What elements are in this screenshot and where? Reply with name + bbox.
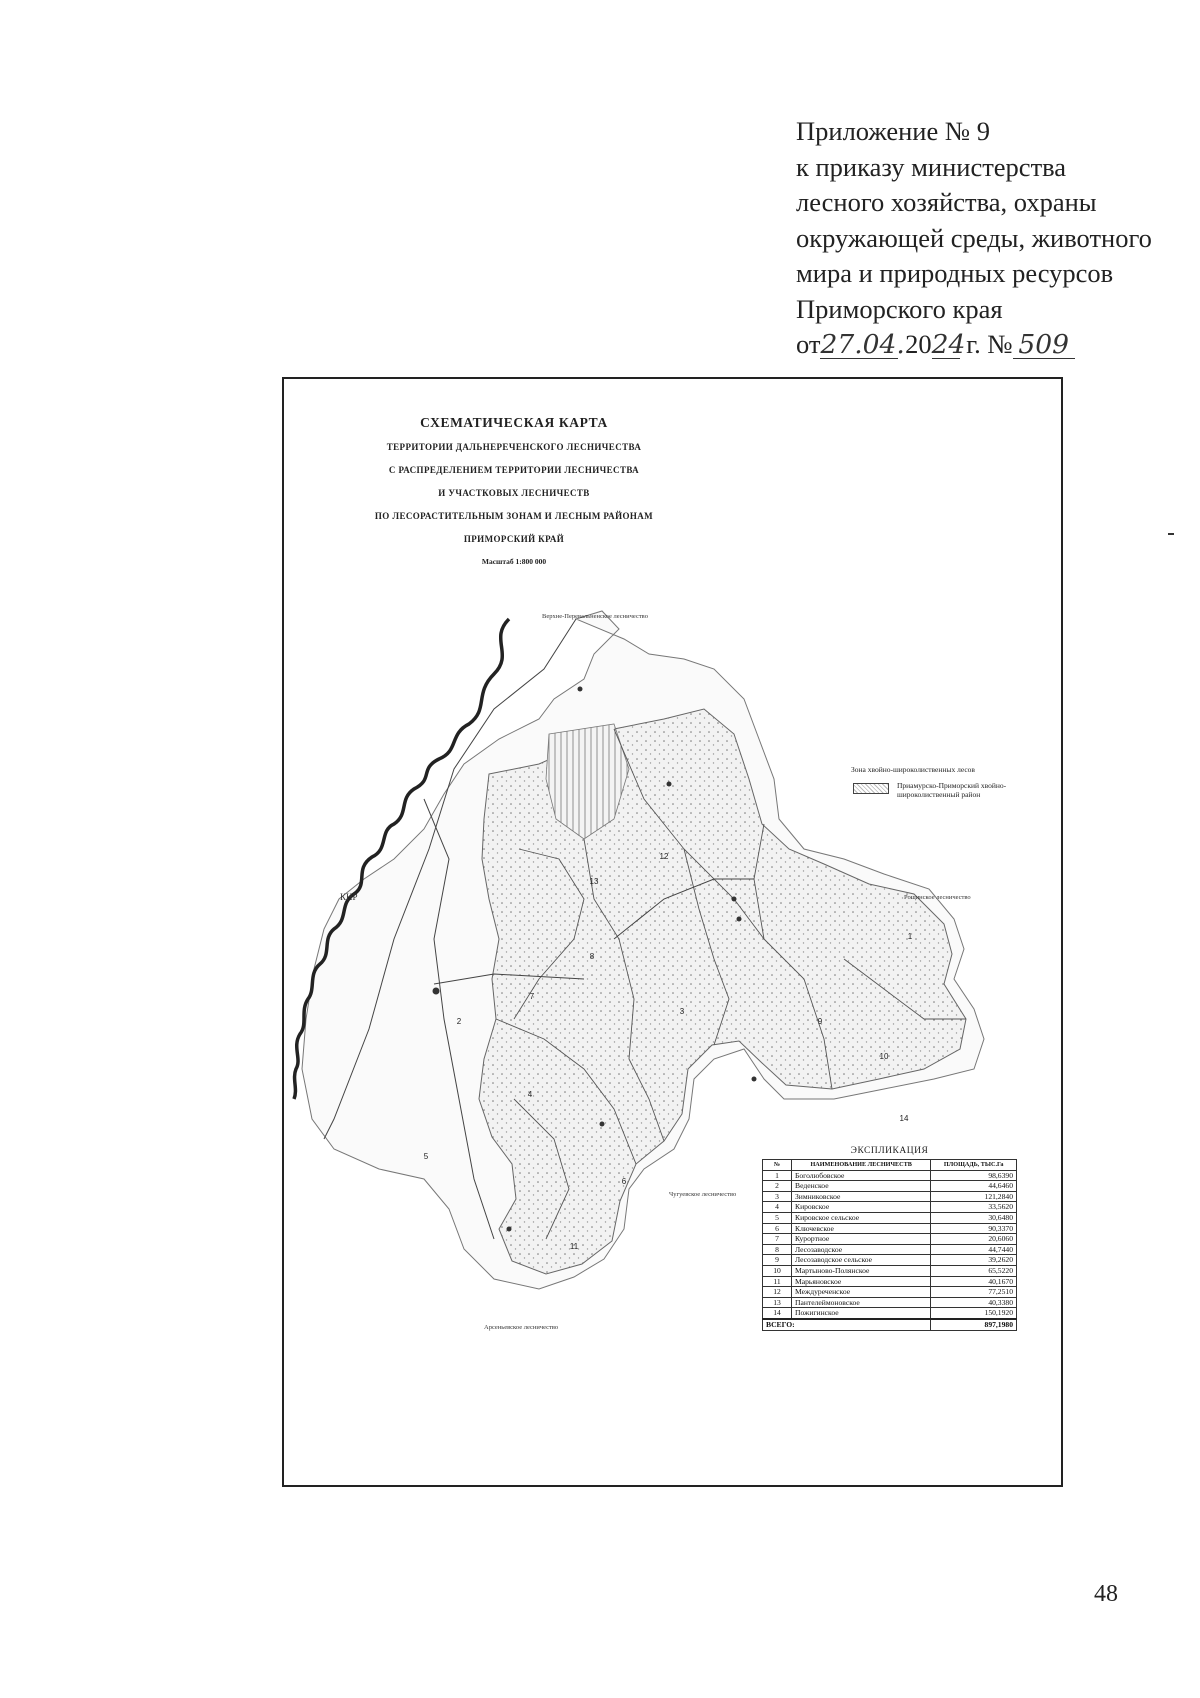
region-number-10: 10 [879, 1052, 889, 1061]
table-row [763, 1223, 1017, 1234]
region-number-4: 4 [527, 1090, 533, 1099]
row-number: 9 [763, 1255, 792, 1266]
table-row [763, 1287, 1017, 1298]
row-number: 1 [763, 1170, 792, 1181]
settlement-marker [752, 1077, 757, 1082]
appendix-line-6: Приморского края [796, 293, 1003, 324]
appendix-line-4: окружающей среды, животного [796, 222, 1152, 253]
row-area: 40,1670 [931, 1276, 1017, 1287]
legend-row [851, 781, 1051, 799]
row-name: Ключевское [792, 1223, 931, 1234]
map-legend [851, 765, 1051, 799]
col-name: НАИМЕНОВАНИЕ ЛЕСНИЧЕСТВ [792, 1160, 931, 1171]
margin-dash [1168, 533, 1174, 535]
legend-zone: Зона хвойно-широколиственных лесов [851, 765, 975, 774]
region-number-14: 14 [899, 1114, 909, 1123]
settlement-marker [578, 687, 583, 692]
map-title-line: С РАСПРЕДЕЛЕНИЕМ ТЕРРИТОРИИ ЛЕСНИЧЕСТВА [388, 465, 640, 475]
neighbor-label-south-east: Чугуевское лесничество [669, 1191, 737, 1198]
table-row [763, 1212, 1017, 1223]
table-row [763, 1265, 1017, 1276]
page-number: 48 [1094, 1581, 1118, 1607]
row-number: 10 [763, 1265, 792, 1276]
col-area: ПЛОЩАДЬ, ТЫС.Га [931, 1160, 1017, 1171]
row-number: 13 [763, 1297, 792, 1308]
row-area: 98,6390 [931, 1170, 1017, 1181]
table-row [763, 1297, 1017, 1308]
row-area: 44,6460 [931, 1181, 1017, 1192]
table-row [763, 1234, 1017, 1245]
explication-table-block [762, 1146, 1017, 1331]
number-label: № [987, 329, 1013, 359]
region-number-12: 12 [659, 852, 669, 861]
row-area: 77,2510 [931, 1287, 1017, 1298]
row-name: Междуреченское [792, 1287, 931, 1298]
settlement-marker [600, 1122, 605, 1127]
row-name: Лесозаводское сельское [792, 1255, 931, 1266]
legend-swatch [853, 783, 889, 794]
appendix-line-3: лесного хозяйства, охраны [796, 187, 1097, 217]
settlement-marker [507, 1227, 512, 1232]
table-row [763, 1255, 1017, 1266]
legend-district: Приамурско-Приморский хвойно-широколиственный район [897, 781, 1007, 799]
row-name: Лесозаводское [792, 1244, 931, 1255]
table-row [763, 1244, 1017, 1255]
map-title-line: ПРИМОРСКИЙ КРАЙ [463, 534, 565, 544]
region-number-9: 9 [817, 1017, 823, 1026]
row-name: Боголюбовское [792, 1170, 931, 1181]
row-number: 2 [763, 1181, 792, 1192]
settlement-marker [433, 988, 440, 995]
appendix-date-line [796, 327, 1156, 363]
region-number-3: 3 [679, 1007, 685, 1016]
row-number: 5 [763, 1212, 792, 1223]
region-number-5: 5 [423, 1152, 429, 1161]
region-number-8: 8 [589, 952, 595, 961]
row-name: Веденское [792, 1181, 931, 1192]
region-number-2: 2 [456, 1017, 462, 1026]
region-number-13: 13 [589, 877, 599, 886]
appendix-line-2: к приказу министерства [796, 151, 1067, 182]
appendix-block [796, 114, 1156, 363]
total-value: 897,1980 [931, 1319, 1017, 1330]
row-name: Пантелеймоновское [792, 1297, 931, 1308]
row-area: 121,2840 [931, 1191, 1017, 1202]
map-title [284, 415, 744, 566]
row-name: Мартыново-Полянское [792, 1265, 931, 1276]
map-title-line: ТЕРРИТОРИИ ДАЛЬНЕРЕЧЕНСКОГО ЛЕСНИЧЕСТВА [386, 442, 642, 452]
table-row [763, 1308, 1017, 1319]
row-area: 150,1920 [931, 1308, 1017, 1319]
row-area: 40,3380 [931, 1297, 1017, 1308]
row-area: 30,6480 [931, 1212, 1017, 1223]
map-title-line: СХЕМАТИЧЕСКАЯ КАРТА [420, 415, 608, 430]
row-area: 90,3370 [931, 1223, 1017, 1234]
map-frame [282, 377, 1063, 1487]
row-number: 4 [763, 1202, 792, 1213]
row-name: Пожигинское [792, 1308, 931, 1319]
row-name: Кировское [792, 1202, 931, 1213]
table-row [763, 1181, 1017, 1192]
map-title-line: И УЧАСТКОВЫХ ЛЕСНИЧЕСТВ [438, 488, 590, 498]
handwritten-number: 509 [1013, 332, 1075, 359]
row-number: 11 [763, 1276, 792, 1287]
neighbor-label-east: Рощинское лесничество [904, 894, 971, 901]
row-number: 8 [763, 1244, 792, 1255]
map-title-line: ПО ЛЕСОРАСТИТЕЛЬНЫМ ЗОНАМ И ЛЕСНЫМ РАЙОНАМ [374, 511, 654, 521]
year-unit: г. [966, 329, 981, 359]
neighbor-label-north: Верхне-Перевальненское лесничество [542, 613, 648, 620]
row-number: 7 [763, 1234, 792, 1245]
row-area: 39,2620 [931, 1255, 1017, 1266]
country-label: КНР [340, 892, 358, 902]
handwritten-year: 24 [931, 329, 966, 360]
row-number: 14 [763, 1308, 792, 1319]
row-name: Зимниковское [792, 1191, 931, 1202]
row-area: 33,5620 [931, 1202, 1017, 1213]
col-number: № [763, 1160, 792, 1171]
total-label: ВСЕГО: [763, 1319, 931, 1330]
explication-rows [763, 1170, 1017, 1330]
row-number: 12 [763, 1287, 792, 1298]
region-number-11: 11 [569, 1242, 579, 1251]
table-row [763, 1202, 1017, 1213]
row-name: Кировское сельское [792, 1212, 931, 1223]
map-scale: Масштаб 1:800 000 [481, 557, 547, 566]
neighbor-label-south: Арсеньевское лесничество [484, 1324, 559, 1331]
table-row [763, 1191, 1017, 1202]
table-row [763, 1276, 1017, 1287]
total-row [763, 1319, 1017, 1330]
year-prefix: 20 [905, 329, 932, 359]
settlement-marker [667, 782, 672, 787]
settlement-marker [737, 917, 742, 922]
region-number-6: 6 [621, 1177, 627, 1186]
row-name: Курортное [792, 1234, 931, 1245]
settlement-marker [732, 897, 737, 902]
region-number-1: 1 [907, 932, 913, 941]
table-row [763, 1170, 1017, 1181]
explication-table [762, 1159, 1017, 1331]
row-area: 20,6060 [931, 1234, 1017, 1245]
date-prefix: от [796, 329, 821, 359]
appendix-line-5: мира и природных ресурсов [796, 258, 1114, 288]
region-number-7: 7 [529, 992, 535, 1001]
row-area: 65,5220 [931, 1265, 1017, 1276]
appendix-line-1: Приложение № 9 [796, 116, 991, 146]
explication-title: ЭКСПЛИКАЦИЯ [850, 1146, 929, 1156]
row-name: Марьяновское [792, 1276, 931, 1287]
row-area: 44,7440 [931, 1244, 1017, 1255]
handwritten-date: 27.04. [820, 329, 905, 360]
row-number: 6 [763, 1223, 792, 1234]
row-number: 3 [763, 1191, 792, 1202]
